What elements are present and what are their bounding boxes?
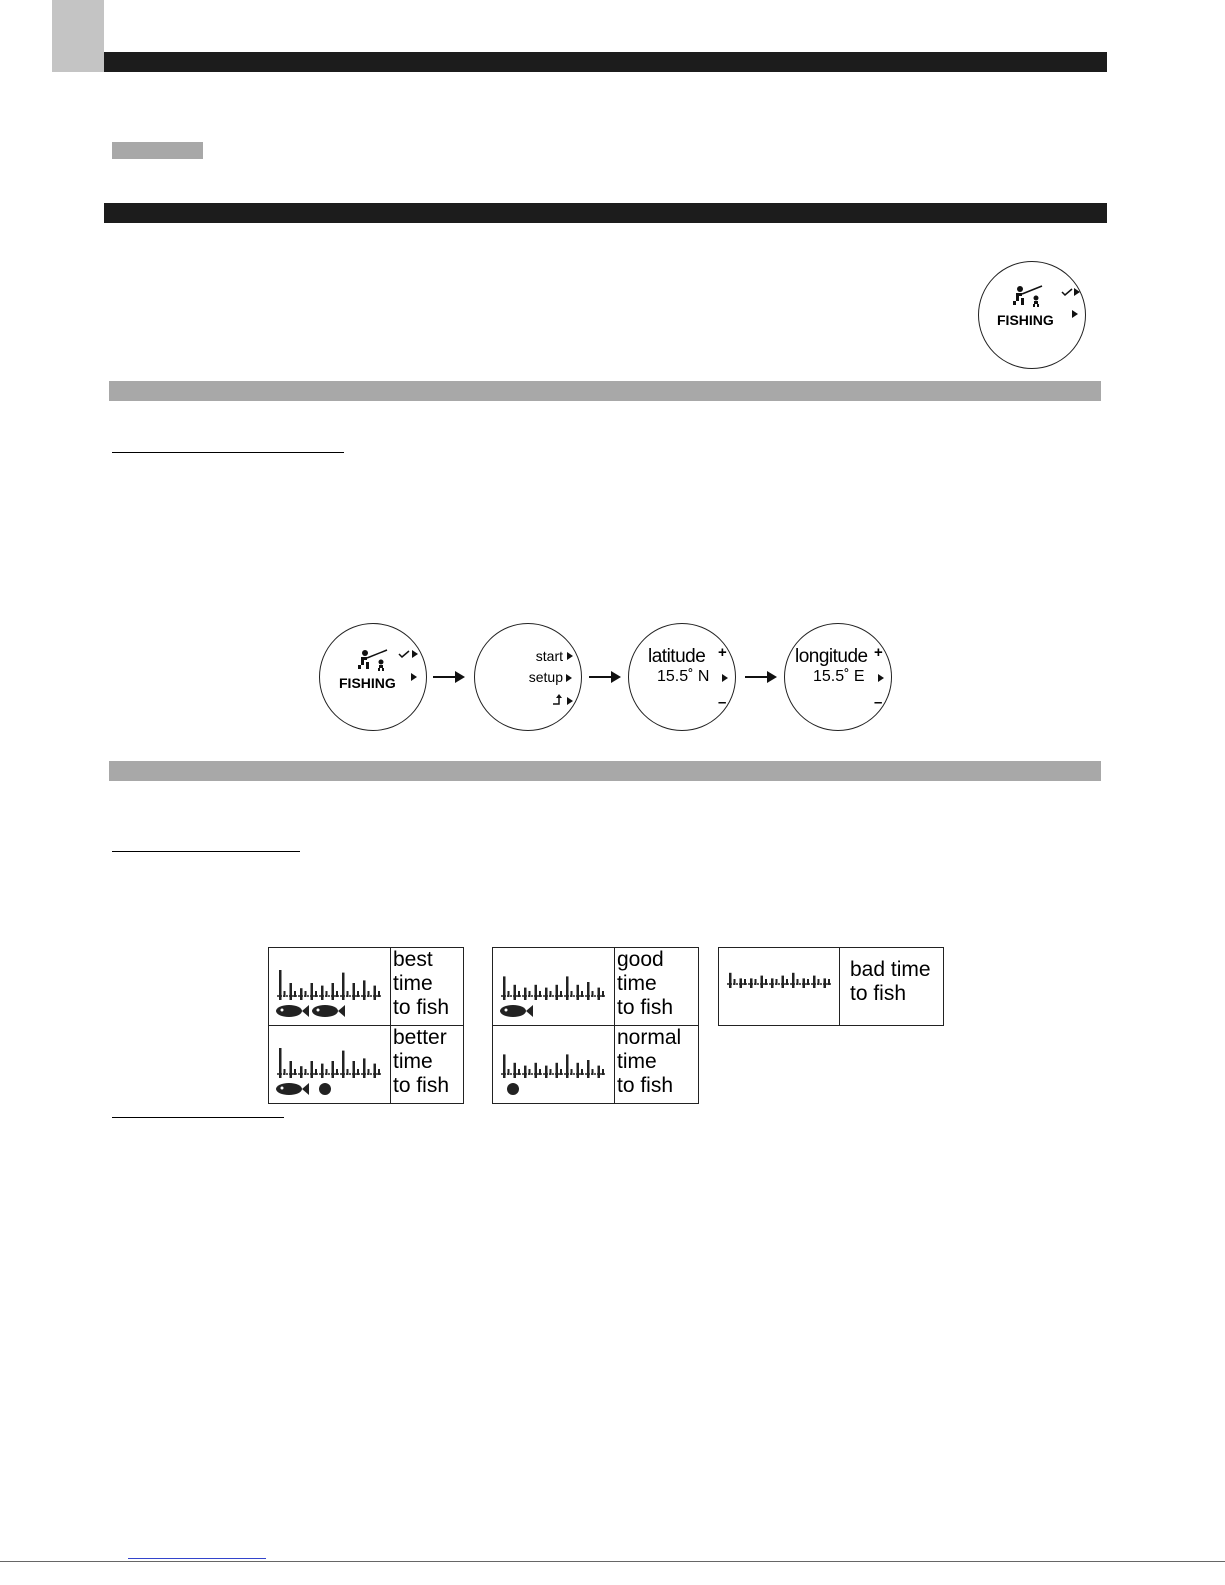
- bar-mark: [311, 1061, 314, 1078]
- fish-label: bad time to fish: [850, 958, 931, 1005]
- minus-sign: –: [874, 694, 883, 711]
- bar-tick: [336, 991, 338, 997]
- bar-mark: [353, 983, 356, 1000]
- fish-icon-cell: [493, 1026, 615, 1104]
- bar-mark: [577, 985, 580, 1000]
- bar-mark: [587, 1060, 590, 1078]
- fish-table-left: [268, 947, 464, 1104]
- bar-mark: [761, 976, 764, 988]
- bar-mark: [524, 988, 527, 1000]
- bar-tick: [305, 1069, 307, 1075]
- flow-watch-fishing: [319, 623, 427, 731]
- bar-mark: [353, 1061, 356, 1078]
- arrow-right-icon: [566, 674, 572, 682]
- fish-table-right: [718, 947, 944, 1026]
- bar-tick: [560, 1069, 562, 1075]
- bars-fish-icon: [493, 948, 614, 1020]
- bar-mark: [363, 980, 366, 1000]
- bar-tick: [539, 991, 541, 997]
- bar-mark: [374, 1064, 377, 1078]
- arrow-right-icon: [722, 674, 728, 682]
- bar-mark: [332, 983, 335, 1000]
- arrow-right-icon: [412, 650, 418, 658]
- underline-2: [112, 851, 300, 852]
- bar-tick: [734, 979, 736, 985]
- footer-link-underline: [128, 1558, 266, 1559]
- flow-watch-longitude: [784, 623, 892, 731]
- fish-icon-cell: [269, 948, 391, 1026]
- fish-label: normal time to fish: [617, 1026, 682, 1097]
- bar-tick: [347, 991, 349, 997]
- subsection-bar-2: [109, 761, 1101, 781]
- bar-mark: [803, 978, 806, 988]
- bar-mark: [503, 1054, 506, 1078]
- bar-tick: [828, 979, 830, 985]
- bar-tick: [797, 979, 799, 985]
- bar-tick: [744, 979, 746, 985]
- bars-fish-icon: [719, 948, 839, 1020]
- bar-mark: [824, 978, 827, 988]
- bar-tick: [508, 991, 510, 997]
- fish-icon: [319, 1083, 331, 1095]
- bar-mark: [524, 1066, 527, 1078]
- longitude-title: longitude: [795, 646, 868, 667]
- bar-tick: [581, 991, 583, 997]
- bar-tick: [518, 1069, 520, 1075]
- fisherman-icon: [354, 648, 390, 672]
- bar-mark: [792, 973, 795, 988]
- fish-icon: [276, 1083, 309, 1095]
- bar-tick: [518, 991, 520, 997]
- bar-tick: [357, 991, 359, 997]
- fish-icon: [276, 1005, 309, 1017]
- bars-fish-icon: [269, 1026, 390, 1098]
- bar-mark: [556, 985, 559, 1000]
- fisherman-icon: [1009, 284, 1045, 308]
- subsection-bar-1: [109, 381, 1101, 401]
- bar-mark: [374, 986, 377, 1000]
- bar-tick: [550, 1069, 552, 1075]
- flow-arrow: [433, 676, 463, 678]
- bar-mark: [321, 986, 324, 1000]
- bar-mark: [279, 970, 282, 1000]
- fish-icon: [312, 1005, 345, 1017]
- bars-fish-icon: [493, 1026, 614, 1098]
- bar-tick: [315, 991, 317, 997]
- bar-mark: [782, 976, 785, 988]
- bar-tick: [294, 1069, 296, 1075]
- plus-sign: +: [874, 644, 883, 661]
- bar-tick: [776, 979, 778, 985]
- bar-tick: [378, 1069, 380, 1075]
- latitude-value: 15.5˚ N: [657, 668, 710, 685]
- arrow-right-icon: [567, 697, 573, 705]
- bar-tick: [602, 991, 604, 997]
- fish-icon: [507, 1083, 519, 1095]
- bar-tick: [592, 991, 594, 997]
- bar-mark: [750, 978, 753, 988]
- underline-1: [112, 452, 344, 453]
- bar-tick: [284, 1069, 286, 1075]
- bar-mark: [545, 988, 548, 1000]
- corner-tab: [52, 0, 104, 72]
- check-icon: [1061, 288, 1073, 296]
- watch-main-label: FISHING: [997, 312, 1054, 328]
- bar-tick: [357, 1069, 359, 1075]
- arrow-right-icon: [567, 652, 573, 660]
- bar-mark: [556, 1063, 559, 1078]
- bar-tick: [571, 1069, 573, 1075]
- bar-mark: [321, 1064, 324, 1078]
- bar-mark: [740, 978, 743, 988]
- bar-mark: [290, 983, 293, 1000]
- arrow-right-icon: [1074, 288, 1080, 296]
- underline-3: [112, 1117, 284, 1118]
- bar-mark: [598, 1066, 601, 1078]
- bar-tick: [818, 979, 820, 985]
- bar-mark: [545, 1066, 548, 1078]
- bar-mark: [311, 983, 314, 1000]
- bar-mark: [566, 976, 569, 1000]
- longitude-value: 15.5˚ E: [813, 668, 865, 685]
- arrow-right-icon: [1072, 310, 1078, 318]
- latitude-title: latitude: [648, 646, 706, 667]
- bar-mark: [290, 1061, 293, 1078]
- arrow-right-icon: [878, 674, 884, 682]
- bar-tick: [550, 991, 552, 997]
- bar-tick: [336, 1069, 338, 1075]
- bar-tick: [807, 979, 809, 985]
- bar-tick: [326, 1069, 328, 1075]
- back-icon: [552, 694, 566, 706]
- bar-mark: [363, 1058, 366, 1078]
- menu-start: start: [535, 648, 563, 664]
- bar-tick: [294, 991, 296, 997]
- bar-tick: [347, 1069, 349, 1075]
- fish-icon-cell: [269, 1026, 391, 1104]
- bar-mark: [566, 1054, 569, 1078]
- section-bar: [104, 203, 1107, 223]
- footer-line: [0, 1561, 1225, 1562]
- bar-mark: [729, 973, 732, 988]
- fish-label: good time to fish: [617, 948, 674, 1019]
- watch-fishing-main: [978, 261, 1086, 369]
- bar-tick: [529, 991, 531, 997]
- fish-icon-cell: [493, 948, 615, 1026]
- fish-icon: [500, 1005, 533, 1017]
- bar-mark: [587, 982, 590, 1000]
- bar-mark: [813, 976, 816, 988]
- bar-mark: [598, 988, 601, 1000]
- fish-icon-cell: [719, 948, 840, 1026]
- flow-arrow: [589, 676, 619, 678]
- bar-tick: [602, 1069, 604, 1075]
- bar-tick: [560, 991, 562, 997]
- fish-label: better time to fish: [393, 1026, 450, 1097]
- bar-mark: [342, 973, 345, 1000]
- header-bar: [104, 52, 1107, 72]
- bar-mark: [535, 985, 538, 1000]
- plus-sign: +: [718, 644, 727, 661]
- fish-table-middle: [492, 947, 699, 1104]
- minus-sign: –: [718, 694, 727, 711]
- flow-arrow: [745, 676, 775, 678]
- bar-mark: [535, 1063, 538, 1078]
- bar-tick: [326, 991, 328, 997]
- arrow-right-icon: [411, 673, 417, 681]
- bar-tick: [529, 1069, 531, 1075]
- fish-label: best time to fish: [393, 948, 450, 1019]
- bar-tick: [315, 1069, 317, 1075]
- bar-mark: [300, 988, 303, 1000]
- bar-mark: [332, 1061, 335, 1078]
- check-icon: [398, 650, 410, 658]
- bar-mark: [514, 1063, 517, 1078]
- bar-mark: [577, 1063, 580, 1078]
- bar-mark: [342, 1051, 345, 1078]
- bar-tick: [284, 991, 286, 997]
- bar-mark: [300, 1066, 303, 1078]
- bar-mark: [514, 985, 517, 1000]
- bars-fish-icon: [269, 948, 390, 1020]
- bar-tick: [581, 1069, 583, 1075]
- bar-tick: [305, 991, 307, 997]
- bar-tick: [368, 1069, 370, 1075]
- bar-tick: [571, 991, 573, 997]
- bar-mark: [503, 976, 506, 1000]
- bar-tick: [765, 979, 767, 985]
- bar-mark: [771, 978, 774, 988]
- bar-mark: [279, 1048, 282, 1078]
- bar-tick: [786, 979, 788, 985]
- small-grey-label: [112, 142, 203, 159]
- bar-tick: [508, 1069, 510, 1075]
- bar-tick: [368, 991, 370, 997]
- bar-tick: [378, 991, 380, 997]
- menu-setup: setup: [528, 669, 563, 685]
- bar-tick: [592, 1069, 594, 1075]
- flow-fishing-label: FISHING: [339, 675, 396, 691]
- bar-tick: [539, 1069, 541, 1075]
- flow-watch-menu: [474, 623, 582, 731]
- bar-tick: [755, 979, 757, 985]
- flow-watch-latitude: [628, 623, 736, 731]
